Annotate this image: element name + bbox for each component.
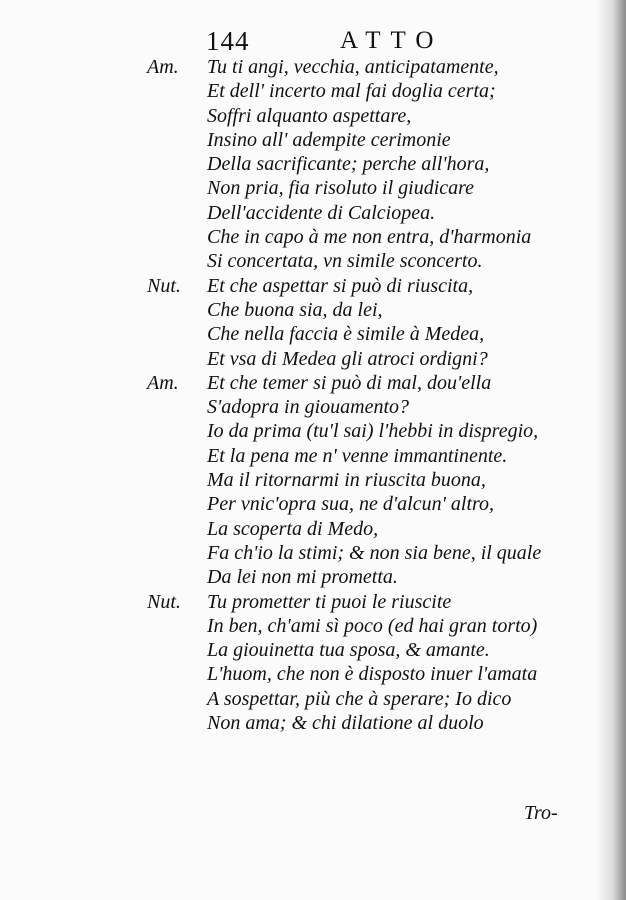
verse-line bbox=[147, 590, 587, 614]
verse-line-text: Et la pena me n' venne immantinente. bbox=[207, 444, 508, 467]
verse-line-text: Non pria, fia risoluto il giudicare bbox=[207, 177, 475, 200]
verse-line bbox=[147, 152, 587, 176]
page-number: 144 bbox=[206, 26, 250, 56]
verse-line-text: Insino all' adempite cerimonie bbox=[207, 128, 451, 151]
verse-line bbox=[147, 55, 587, 79]
verse-line-text: La giouinetta tua sposa, & amante. bbox=[207, 639, 490, 662]
verse-line-text: Et che aspettar si può di riuscita, bbox=[207, 274, 474, 297]
verse-line bbox=[147, 565, 587, 589]
verse-line-text: Io da prima (tu'l sai) l'hebbi in dispregio, bbox=[207, 420, 539, 443]
verse-line bbox=[147, 274, 587, 298]
running-head: ATTO bbox=[340, 27, 444, 54]
verse-line-text: Che in capo à me non entra, d'harmonia bbox=[207, 226, 532, 249]
verse-line-text: Et dell' incerto mal fai doglia certa; bbox=[207, 80, 496, 103]
speaker-label: Nut. bbox=[147, 590, 181, 613]
verse-line-text: Non ama; & chi dilatione al duolo bbox=[207, 712, 484, 735]
verse-line bbox=[147, 79, 587, 103]
verse-line bbox=[147, 492, 587, 516]
verse-line-text: La scoperta di Medo, bbox=[207, 517, 379, 540]
verse-line-text: Della sacrificante; perche all'hora, bbox=[207, 153, 490, 176]
verse-line bbox=[147, 298, 587, 322]
verse-line bbox=[147, 662, 587, 686]
verse-line bbox=[147, 322, 587, 346]
verse-line-text: Ma il ritornarmi in riuscita buona, bbox=[207, 469, 486, 492]
verse-line bbox=[147, 444, 587, 468]
verse-line-text: Soffri alquanto aspettare, bbox=[207, 104, 412, 127]
catchword: Tro- bbox=[524, 802, 558, 824]
verse-line bbox=[147, 225, 587, 249]
verse-line-text: Si concertata, vn simile sconcerto. bbox=[207, 250, 483, 273]
speaker-label: Am. bbox=[147, 371, 179, 394]
verse-line bbox=[147, 176, 587, 200]
verse-line bbox=[147, 468, 587, 492]
verse-line-text: Et vsa di Medea gli atroci ordigni? bbox=[207, 347, 488, 370]
verse-line-text: Per vnic'opra sua, ne d'alcun' altro, bbox=[207, 493, 495, 516]
verse-line bbox=[147, 517, 587, 541]
verse-line bbox=[147, 201, 587, 225]
verse-line bbox=[147, 614, 587, 638]
verse-line-text: Dell'accidente di Calciopea. bbox=[207, 201, 436, 224]
verse-line bbox=[147, 347, 587, 371]
verse-text-block bbox=[147, 55, 587, 735]
verse-line bbox=[147, 638, 587, 662]
verse-line-text: Che nella faccia è simile à Medea, bbox=[207, 323, 485, 346]
verse-line bbox=[147, 249, 587, 273]
verse-line-text: Tu prometter ti puoi le riuscite bbox=[207, 590, 452, 613]
verse-line-text: In ben, ch'ami sì poco (ed hai gran torto) bbox=[207, 614, 538, 637]
verse-line-text: Et che temer si può di mal, dou'ella bbox=[207, 371, 492, 394]
verse-line bbox=[147, 128, 587, 152]
verse-line bbox=[147, 711, 587, 735]
speaker-label: Am. bbox=[147, 56, 179, 78]
verse-line-text: L'huom, che non è disposto inuer l'amata bbox=[207, 663, 538, 686]
verse-line-text: Fa ch'io la stimi; & non sia bene, il quale bbox=[207, 541, 542, 564]
verse-line bbox=[147, 104, 587, 128]
verse-line bbox=[147, 395, 587, 419]
verse-line-text: A sospettar, più che à sperare; Io dico bbox=[207, 687, 512, 710]
verse-line bbox=[147, 419, 587, 443]
verse-line bbox=[147, 541, 587, 565]
verse-line-text: Che buona sia, da lei, bbox=[207, 298, 383, 321]
verse-line-text: Tu ti angi, vecchia, anticipatamente, bbox=[207, 56, 499, 78]
verse-line-text: Da lei non mi prometta. bbox=[207, 566, 398, 589]
verse-line bbox=[147, 687, 587, 711]
page-gutter-shadow bbox=[596, 0, 626, 900]
speaker-label: Nut. bbox=[147, 274, 181, 297]
verse-line-text: S'adopra in giouamento? bbox=[207, 396, 410, 419]
verse-line bbox=[147, 371, 587, 395]
